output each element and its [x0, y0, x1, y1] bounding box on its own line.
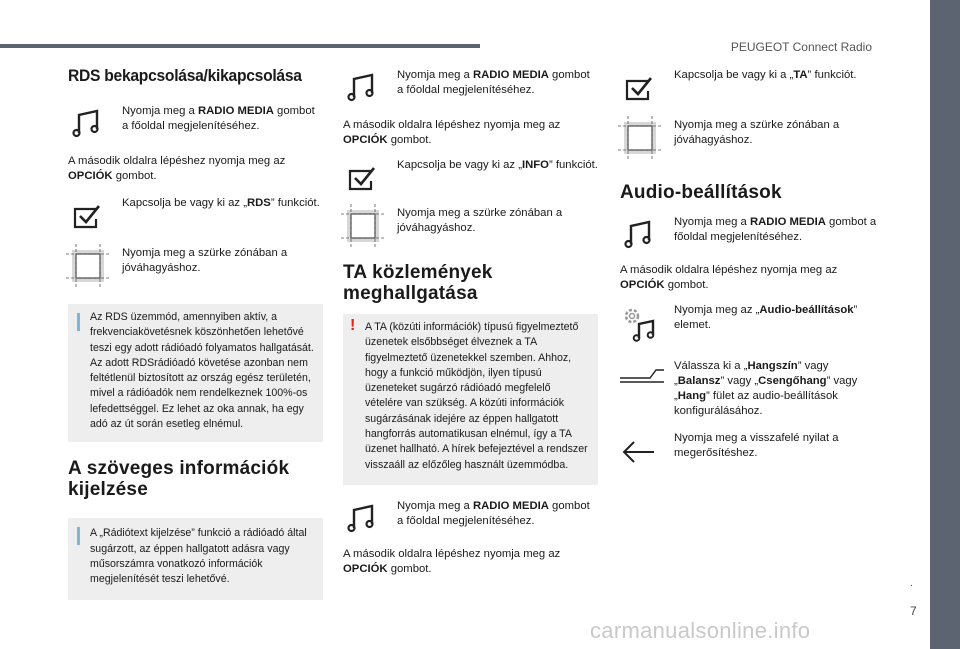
settings-music-icon — [620, 304, 660, 344]
step-audio-tabs: Válassza ki a „Hangszín” vagy „Balansz” vagy „Csengőhang” vagy „Hang” fület az audio-beállítások konfigurálásához. — [620, 359, 878, 419]
music-note-icon — [620, 216, 660, 256]
section-title-audio: Audio-beállítások — [620, 182, 782, 203]
music-note-icon — [68, 105, 108, 145]
header-rule — [0, 44, 480, 48]
music-note-icon — [343, 69, 383, 109]
info-note-radiotext: A „Rádiótext kijelzése” funkció a rádióadó által sugárzott, az éppen hallgatott adásra vagy műsorszámra vonatkozó információk megjelenítését teszi lehetővé. — [68, 518, 323, 599]
tab-icon — [620, 360, 664, 400]
paragraph-options-2: A második oldalra lépéshez nyomja meg az OPCIÓK gombot. — [343, 547, 561, 575]
section-title-text-info: A szöveges információk kijelzése — [68, 458, 290, 501]
step-confirm: Nyomja meg a szürke zónában a jóváhagyáshoz. — [620, 118, 878, 166]
step-radio-media: Nyomja meg a RADIO MEDIA gombot a főoldal megjelenítéséhez. — [343, 68, 598, 106]
step-radio-media: Nyomja meg a RADIO MEDIA gombot a főoldal megjelenítéséhez. — [620, 215, 878, 253]
step-back: Nyomja meg a visszafelé nyilat a megerősítéshez. — [620, 431, 878, 469]
checkbox-icon — [620, 69, 660, 109]
paragraph-options: A második oldalra lépéshez nyomja meg az OPCIÓK gombot. — [68, 155, 286, 182]
back-arrow-icon — [620, 432, 660, 472]
page-dot: . — [910, 578, 913, 589]
gray-zone-icon — [66, 244, 110, 288]
section-title-ta: TA közlemények meghallgatása — [343, 262, 493, 304]
step-confirm: Nyomja meg a szürke zónában a jóváhagyáshoz. — [68, 246, 323, 294]
warning-note-ta: ! A TA (közúti információk) típusú figyelmeztető üzenetek elsőbbséget élveznek a TA figyelmeztető üzenetekkel szemben. Ahhoz, hogy a funkció működjön, ilyen típusú üzeneteket sugárzó rádióadó megfelelő vételére van szükség. A közúti információk sugárzásának idejére az éppen hallgatott hangforrás automatikusan elnémul, így a TA üzenet hallható. A hírek befejeztével a rendszer visszaáll az előzőleg használt üzemmódba. — [343, 314, 598, 485]
column-1 — [68, 60, 323, 600]
paragraph-options: A második oldalra lépéshez nyomja meg az OPCIÓK gombot. — [343, 119, 561, 146]
paragraph-options: A második oldalra lépéshez nyomja meg az OPCIÓK gombot. — [620, 264, 838, 291]
column-3 — [620, 60, 878, 469]
warning-icon: ! — [350, 317, 356, 334]
side-bar — [930, 0, 960, 649]
step-confirm: Nyomja meg a szürke zónában a jóváhagyáshoz. — [343, 206, 598, 252]
watermark: carmanualsonline.info — [590, 618, 811, 643]
checkbox-icon — [343, 159, 383, 199]
page-number: 7 — [910, 604, 917, 618]
gray-zone-icon — [618, 116, 662, 160]
step-rds-toggle: Kapcsolja be vagy ki az „RDS” funkciót. — [68, 196, 323, 234]
section-title-rds: RDS bekapcsolása/kikapcsolása — [68, 66, 302, 85]
step-radio-media-2: Nyomja meg a RADIO MEDIA gombot a főoldal megjelenítéséhez. — [343, 499, 598, 537]
info-bar-icon — [77, 527, 80, 545]
gray-zone-icon — [341, 204, 385, 248]
column-2 — [343, 60, 598, 577]
music-note-icon — [343, 500, 383, 540]
checkbox-icon — [68, 197, 108, 237]
info-bar-icon — [77, 313, 80, 331]
step-info-toggle: Kapcsolja be vagy ki az „INFO” funkciót. — [343, 158, 598, 196]
running-header: PEUGEOT Connect Radio — [730, 40, 872, 54]
step-ta-toggle: Kapcsolja be vagy ki a „TA” funkciót. — [620, 68, 878, 106]
step-audio-settings: Nyomja meg az „Audio-beállítások” elemet. — [620, 303, 878, 349]
step-radio-media: Nyomja meg a RADIO MEDIA gombot a főoldal megjelenítéséhez. — [68, 104, 323, 142]
info-note-rds: Az RDS üzemmód, amennyiben aktív, a frekvenciakövetésnek köszönhetően lehetővé teszi egy adott rádióadó folyamatos hallgatását. Az adott RDSrádióadó követése azonban nem feltétlenül biztosított az ország egész területén, mivel a rádióadók nem rendelkeznek 100%-os lefedettséggel. Ez lehet az oka annak, ha egy adó az út során esetleg elnémul. — [68, 304, 323, 442]
